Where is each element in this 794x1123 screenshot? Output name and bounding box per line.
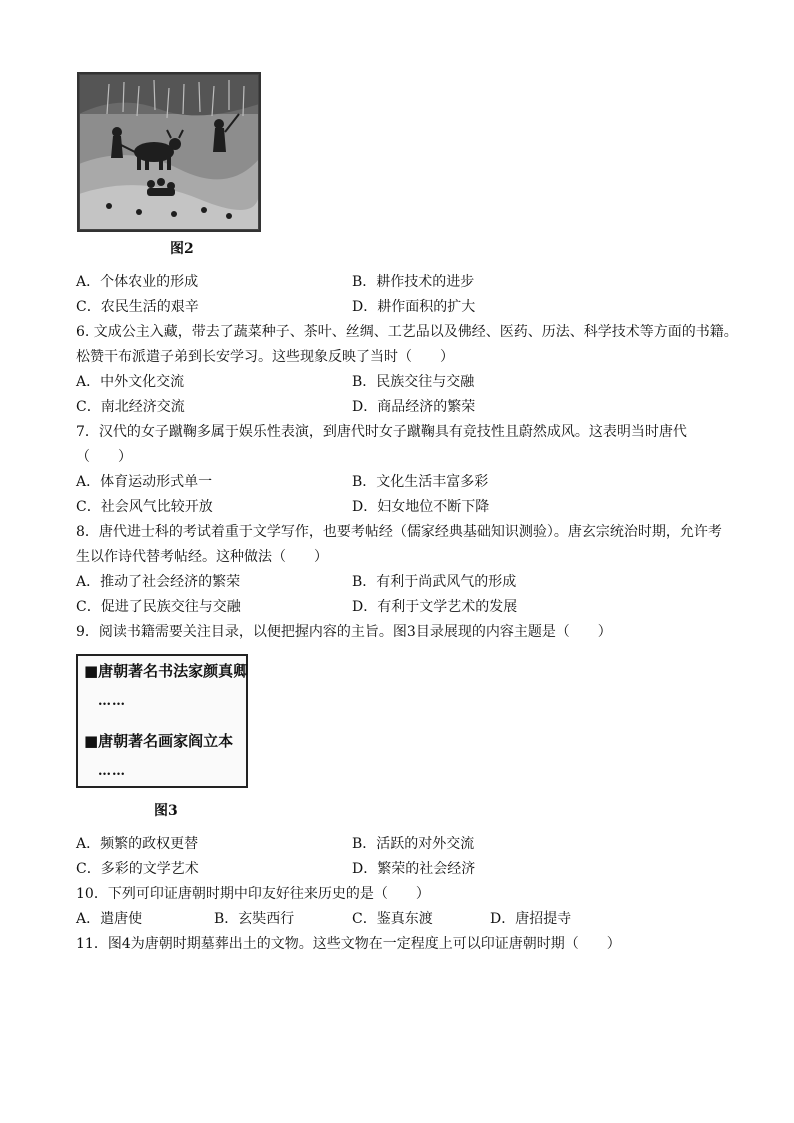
q5-option-b: B．耕作技术的进步 <box>352 274 475 290</box>
q10-option-c: C．鉴真东渡 <box>352 911 433 927</box>
q7-stem-line2: （ ） <box>76 449 132 465</box>
q6-option-c: C．南北经济交流 <box>76 399 185 415</box>
q9-stem-line1: 9．阅读书籍需要关注目录，以便把握内容的主旨。图3目录展现的内容主题是（ ） <box>76 624 612 640</box>
q7-stem-line1: 7．汉代的女子蹴鞠多属于娱乐性表演，到唐代时女子蹴鞠具有竞技性且蔚然成风。这表明当时唐代 <box>76 424 687 440</box>
toc-entry-yan-zhenqing: ■唐朝著名书法家颜真卿 <box>84 662 249 680</box>
q8-stem-line2: 生以作诗代替考帖经。这种做法（ ） <box>76 549 328 565</box>
q9-option-a: A．频繁的政权更替 <box>76 836 199 852</box>
figure2-image <box>77 72 261 232</box>
q9-option-d: D．繁荣的社会经济 <box>352 861 476 877</box>
q6-option-a: A．中外文化交流 <box>76 374 185 390</box>
q10-option-d: D．唐招提寺 <box>490 911 572 927</box>
q8-option-b: B．有利于尚武风气的形成 <box>352 574 517 590</box>
q6-option-b: B．民族交往与交融 <box>352 374 475 390</box>
q9-option-c: C．多彩的文学艺术 <box>76 861 199 877</box>
q10-option-a: A．遣唐使 <box>76 911 143 927</box>
q8-option-c: C．促进了民族交往与交融 <box>76 599 241 615</box>
q7-option-b: B．文化生活丰富多彩 <box>352 474 489 490</box>
q8-option-a: A．推动了社会经济的繁荣 <box>76 574 241 590</box>
q8-stem-line1: 8．唐代进士科的考试着重于文学写作，也要考帖经（儒家经典基础知识测验）。唐玄宗统治时期，允许考 <box>76 524 722 540</box>
q10-stem-line1: 10．下列可印证唐朝时期中印友好往来历史的是（ ） <box>76 886 430 902</box>
q5-option-a: A．个体农业的形成 <box>76 274 199 290</box>
q11-stem-line1: 11．图4为唐朝时期墓葬出土的文物。这些文物在一定程度上可以印证唐朝时期（ ） <box>76 936 621 952</box>
q6-stem-line2: 松赞干布派遣子弟到长安学习。这些现象反映了当时（ ） <box>76 349 454 365</box>
toc-entry-yan-liben: ■唐朝著名画家阎立本 <box>84 732 234 750</box>
toc-ellipsis-1: …… <box>98 694 126 709</box>
figure3-caption: 图3 <box>154 803 178 819</box>
q9-option-b: B．活跃的对外交流 <box>352 836 475 852</box>
farming-mural-illustration <box>79 74 259 230</box>
q5-option-c: C．农民生活的艰辛 <box>76 299 199 315</box>
q5-option-d: D．耕作面积的扩大 <box>352 299 476 315</box>
q10-option-b: B．玄奘西行 <box>214 911 295 927</box>
q7-option-a: A．体育运动形式单一 <box>76 474 213 490</box>
q6-stem-line1: 6. 文成公主入藏，带去了蔬菜种子、茶叶、丝绸、工艺品以及佛经、医药、历法、科学技术等方面的书籍。 <box>76 324 738 340</box>
figure3-toc-box <box>76 654 248 788</box>
q7-option-c: C．社会风气比较开放 <box>76 499 213 515</box>
q7-option-d: D．妇女地位不断下降 <box>352 499 490 515</box>
q6-option-d: D．商品经济的繁荣 <box>352 399 476 415</box>
toc-ellipsis-2: …… <box>98 764 126 779</box>
figure2-caption: 图2 <box>170 241 194 257</box>
q8-option-d: D．有利于文学艺术的发展 <box>352 599 518 615</box>
